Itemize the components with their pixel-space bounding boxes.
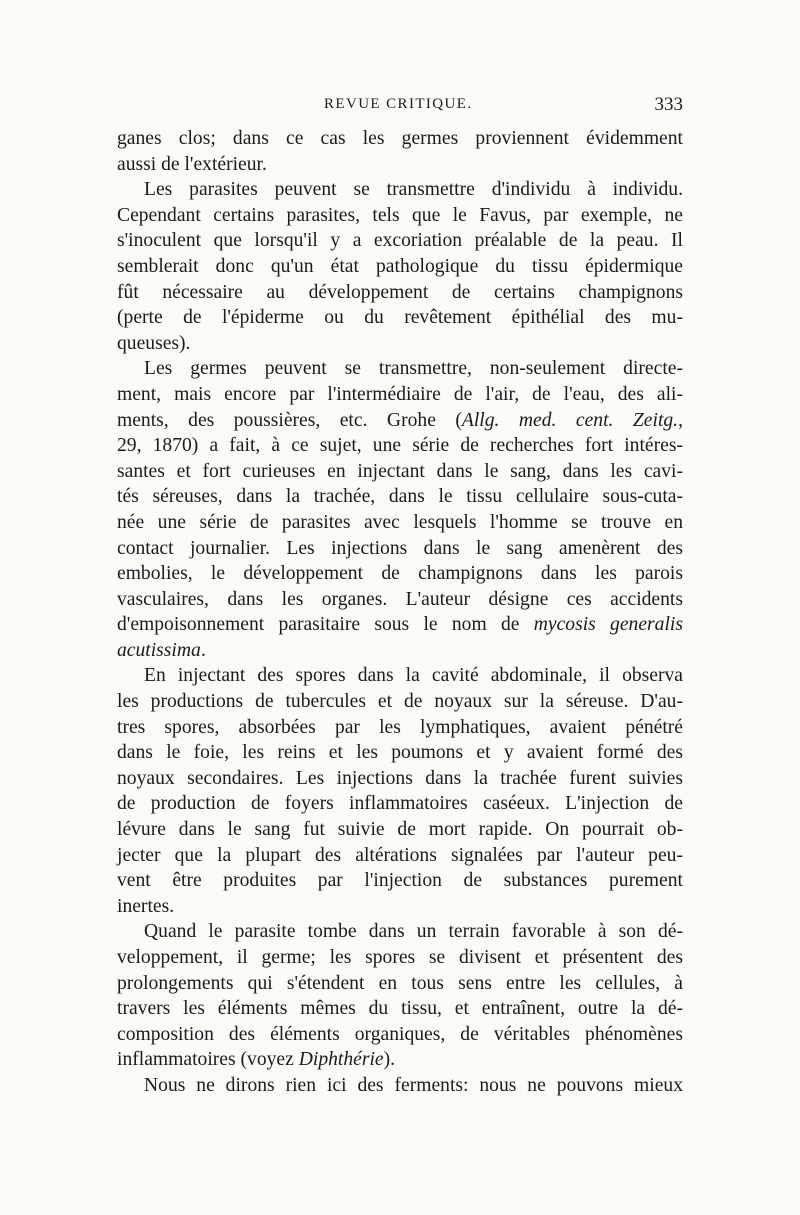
text-line <box>117 945 683 971</box>
text-segment: tés séreuses, dans la trachée, dans le tissu cellulaire sous-cuta- <box>117 486 683 508</box>
text-line <box>117 894 683 920</box>
text-line <box>117 1073 683 1099</box>
text-segment: composition des éléments organiques, de véritables phénomènes <box>117 1023 683 1045</box>
text-segment: jecter que la plupart des altérations signalées par l'auteur peu- <box>117 844 683 866</box>
text-line <box>117 203 683 229</box>
text-line <box>117 791 683 817</box>
text-segment: dans le foie, les reins et les poumons et y avaient formé des <box>117 742 683 764</box>
italic-text: Allg. med. cent. Zeitg. <box>461 409 679 431</box>
paragraph <box>117 126 683 177</box>
text-segment: embolies, le développement de champignons dans les parois <box>117 563 683 585</box>
text-segment: vasculaires, dans les organes. L'auteur désigne ces accidents <box>117 588 683 610</box>
text-line <box>117 152 683 178</box>
italic-text: Diphthérie <box>298 1049 384 1071</box>
text-line <box>117 971 683 997</box>
page-number: 333 <box>654 94 683 115</box>
text-segment: En injectant des spores dans la cavité abdominale, il observa <box>144 665 683 687</box>
text-segment: Cependant certains parasites, tels que le Favus, par exemple, ne <box>117 204 683 226</box>
text-segment: s'inoculent que lorsqu'il y a excoriation préalable de la peau. Il <box>117 230 683 252</box>
text-segment: Les parasites peuvent se transmettre d'individu à individu. <box>144 179 683 201</box>
text-line <box>117 331 683 357</box>
italic-text: mycosis generalis <box>533 614 683 636</box>
text-segment: ment, mais encore par l'intermédiaire de l'air, de l'eau, des ali- <box>117 383 683 405</box>
text-line <box>117 843 683 869</box>
italic-text: acutissima <box>117 639 201 661</box>
text-line <box>117 356 683 382</box>
text-line <box>117 484 683 510</box>
text-segment: veloppement, il germe; les spores se divisent et présentent des <box>117 947 683 968</box>
text-segment: fût nécessaire au développement de certains champignons <box>117 281 683 303</box>
running-title: REVUE CRITIQUE. <box>324 96 473 112</box>
text-segment: d'empoisonnement parasitaire sous le nom de <box>117 614 534 636</box>
text-segment: contact journalier. Les injections dans le sang amenèrent des <box>117 537 683 559</box>
text-line <box>117 126 683 152</box>
text-line <box>117 408 683 434</box>
text-segment: 29, 1870) a fait, à ce sujet, une série de recherches fort intéres- <box>117 435 683 457</box>
text-segment: ments, des poussières, etc. Grohe ( <box>117 409 462 431</box>
text-segment: lévure dans le sang fut suivie de mort rapide. On pourrait ob- <box>117 819 683 841</box>
text-segment: Quand le parasite tombe dans un terrain favorable à son dé- <box>144 921 683 943</box>
text-segment: queuses). <box>117 332 191 354</box>
text-segment: Nous ne dirons rien ici des ferments: nous ne pouvons mieux <box>144 1074 683 1096</box>
text-line <box>117 536 683 562</box>
text-line <box>117 663 683 689</box>
text-segment: (perte de l'épiderme ou du revêtement épithélial des mu- <box>117 307 683 329</box>
text-line <box>117 433 683 459</box>
paragraph <box>117 356 683 663</box>
text-segment: inertes. <box>117 895 175 917</box>
text-segment: tres spores, absorbées par les lymphatiques, avaient pénétré <box>117 716 683 738</box>
text-line <box>117 280 683 306</box>
text-segment: ). <box>383 1049 396 1071</box>
text-line <box>117 868 683 894</box>
text-line <box>117 817 683 843</box>
text-segment: Les germes peuvent se transmettre, non-seulement directe- <box>144 358 683 380</box>
text-segment: née une série de parasites avec lesquels l'homme se trouve en <box>117 511 683 533</box>
text-line <box>117 382 683 408</box>
text-line <box>117 561 683 587</box>
paragraph <box>117 663 683 919</box>
text-line <box>117 228 683 254</box>
text-segment: , <box>678 409 683 431</box>
text-line <box>117 1047 683 1073</box>
text-line <box>117 1022 683 1048</box>
text-segment: travers les éléments mêmes du tissu, et entraînent, outre la dé- <box>117 998 683 1020</box>
text-line <box>117 766 683 792</box>
text-line <box>117 715 683 741</box>
paragraph <box>117 177 683 356</box>
text-line <box>117 919 683 945</box>
text-line <box>117 996 683 1022</box>
text-line <box>117 305 683 331</box>
text-segment: aussi de l'extérieur. <box>117 153 267 175</box>
text-segment: vent être produites par l'injection de substances purement <box>117 870 683 892</box>
text-line <box>117 177 683 203</box>
text-line <box>117 612 683 638</box>
text-line <box>117 459 683 485</box>
text-segment: les productions de tubercules et de noyaux sur la séreuse. D'au- <box>117 691 683 713</box>
text-line <box>117 510 683 536</box>
text-segment: . <box>200 639 206 661</box>
text-segment: noyaux secondaires. Les injections dans la trachée furent suivies <box>117 767 683 789</box>
text-line <box>117 254 683 280</box>
text-line <box>117 587 683 613</box>
text-line <box>117 740 683 766</box>
text-line <box>117 638 683 664</box>
text-segment: semblerait donc qu'un état pathologique du tissu épidermique <box>117 255 683 277</box>
text-line <box>117 689 683 715</box>
running-head <box>117 94 683 118</box>
paragraph <box>117 919 683 1073</box>
paragraph <box>117 1073 683 1099</box>
text-segment: inflammatoires (voyez <box>117 1049 299 1071</box>
text-segment: ganes clos; dans ce cas les germes proviennent évidemment <box>117 128 683 149</box>
body-text <box>117 126 683 1099</box>
text-segment: prolongements qui s'étendent en tous sens entre les cellules, à <box>117 972 683 994</box>
text-segment: santes et fort curieuses en injectant dans le sang, dans les cavi- <box>117 460 683 482</box>
text-segment: de production de foyers inflammatoires caséeux. L'injection de <box>117 793 683 815</box>
